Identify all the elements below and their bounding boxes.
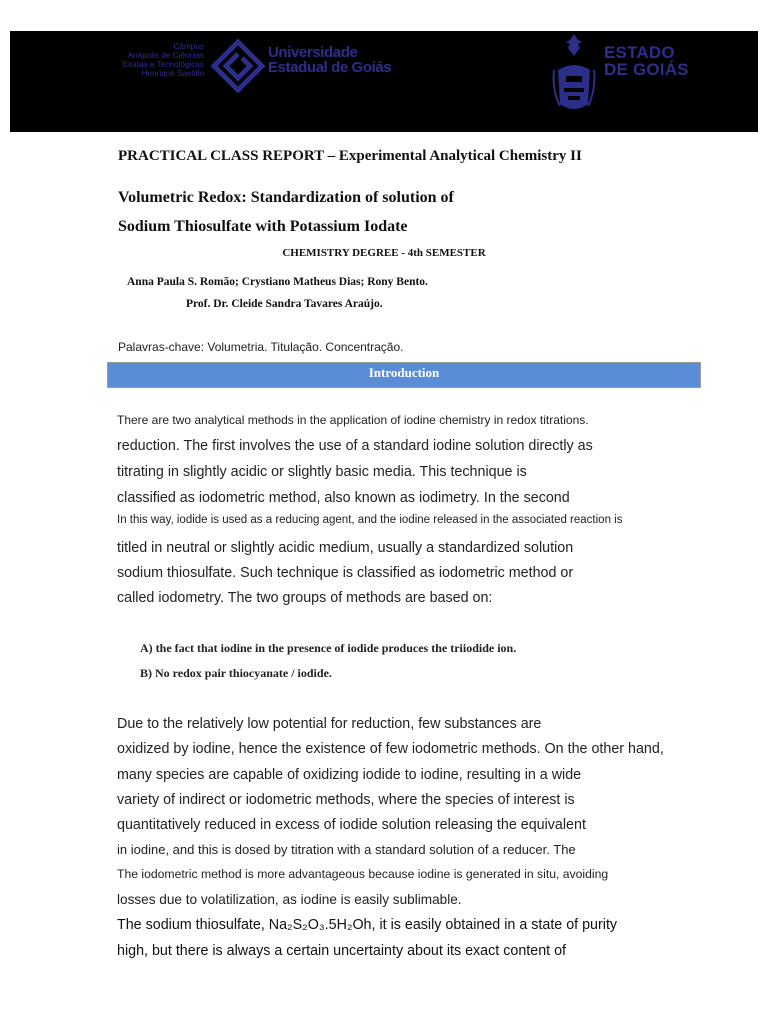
paragraph-line: many species are capable of oxidizing iodide to iodine, resulting in a wide [117, 767, 582, 783]
section-heading-bar [107, 362, 701, 388]
degree-label: CHEMISTRY DEGREE - 4th SEMESTER [282, 247, 486, 259]
paragraph-line: In this way, iodide is used as a reducing agent, and the iodine released in the associated reaction is [117, 514, 623, 526]
main-title-line: Volumetric Redox: Standardization of solution of [118, 189, 454, 206]
university-line: Estadual de Goiás [268, 59, 392, 76]
paragraph-line: losses due to volatilization, as iodine is easily sublimable. [117, 892, 462, 907]
state-line: DE GOIÁS [604, 60, 689, 79]
university-name [268, 45, 391, 75]
paragraph-line: Due to the relatively low potential for reduction, few substances are [117, 716, 542, 732]
paragraph-line: in iodine, and this is dosed by titration with a standard solution of a reducer. The [117, 842, 576, 857]
paragraph-line: oxidized by iodine, hence the existence of few iodometric methods. On the other hand, [117, 741, 664, 757]
list-item: A) the fact that iodine in the presence of iodide produces the triiodide ion. [140, 641, 517, 655]
campus-name [100, 42, 204, 78]
state-name [604, 44, 689, 78]
paragraph-line: sodium thiosulfate. Such technique is classified as iodometric method or [117, 565, 574, 581]
campus-line: Exatas e Tecnológicas [122, 60, 204, 69]
paragraph-line: classified as iodometric method, also known as iodimetry. In the second [117, 490, 570, 506]
paragraph-line: titled in neutral or slightly acidic medium, usually a standardized solution [117, 540, 574, 556]
paragraph-line: quantitatively reduced in excess of iodide solution releasing the equivalent [117, 817, 586, 833]
authors: Anna Paula S. Romão; Crystiano Matheus Dias; Rony Bento. [127, 276, 428, 288]
paragraph-line: The iodometric method is more advantageous because iodine is generated in situ, avoiding [117, 867, 609, 881]
paragraph-line: variety of indirect or iodometric methods, where the species of interest is [117, 792, 575, 808]
report-title: PRACTICAL CLASS REPORT – Experimental Analytical Chemistry II [118, 148, 582, 164]
campus-line: Henrique Santillo [141, 69, 204, 78]
state-line: ESTADO [604, 43, 675, 62]
paragraph-line: called iodometry. The two groups of methods are based on: [117, 590, 493, 606]
section-heading: Introduction [368, 365, 440, 380]
list-item: B) No redox pair thiocyanate / iodide. [140, 666, 332, 680]
paragraph-line: high, but there is always a certain uncertainty about its exact content of [117, 943, 567, 959]
goias-crest-icon [550, 30, 598, 123]
main-title-line: Sodium Thiosulfate with Potassium Iodate [118, 218, 408, 235]
campus-line: Anápolis de Ciências [127, 51, 204, 60]
paragraph-line: titrating in slightly acidic or slightly basic media. This technique is [117, 464, 527, 480]
paragraph-line: reduction. The first involves the use of a standard iodine solution directly as [117, 438, 593, 454]
keywords: Palavras-chave: Volumetria. Titulação. Concentração. [118, 340, 404, 354]
ueg-logo-icon [210, 38, 266, 99]
paragraph-line: The sodium thiosulfate, Na₂S₂O₃.5H₂Oh, it is easily obtained in a state of purity [117, 917, 618, 933]
university-line: Universidade [268, 44, 358, 61]
campus-line: Câmpus [173, 42, 204, 51]
professor: Prof. Dr. Cleide Sandra Tavares Araújo. [186, 298, 383, 310]
paragraph-line: There are two analytical methods in the application of iodine chemistry in redox titrations. [117, 413, 589, 427]
